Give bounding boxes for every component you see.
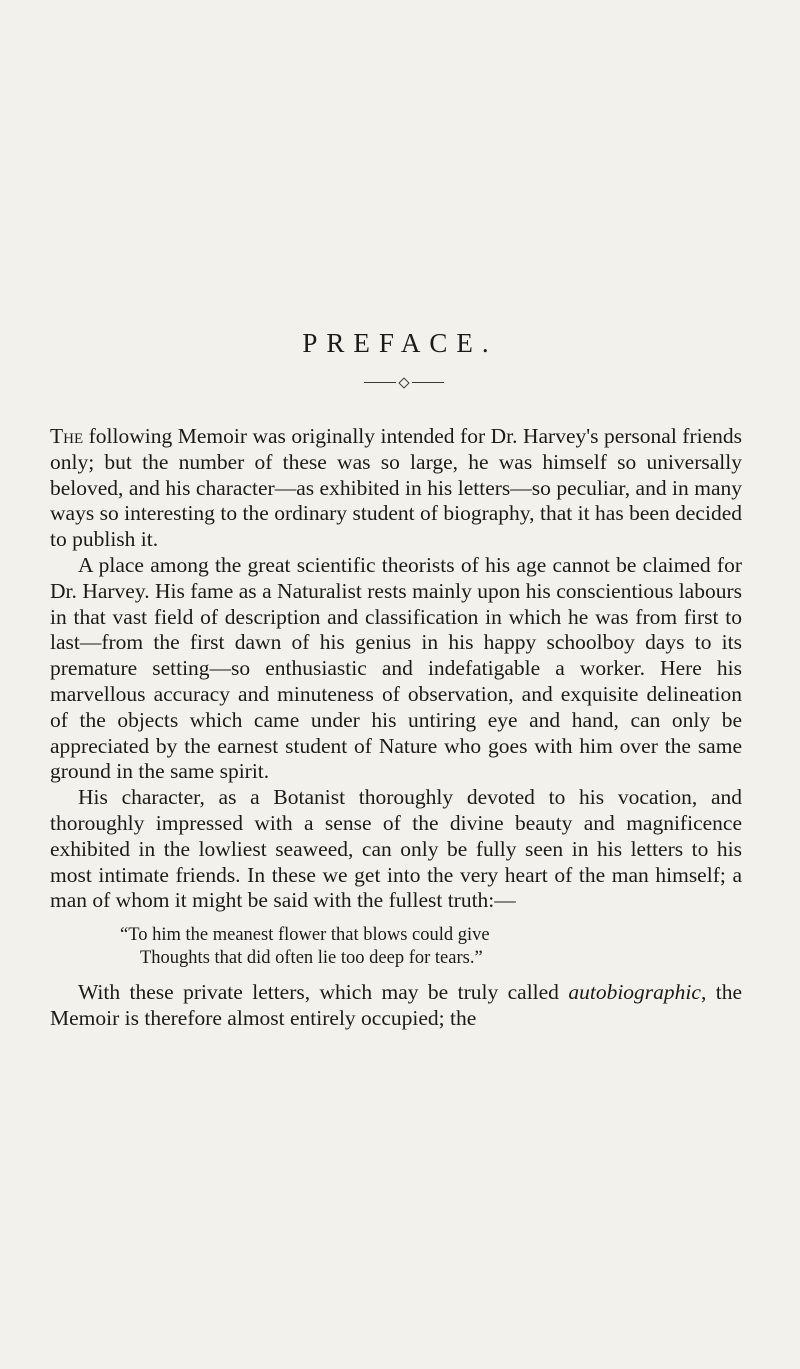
paragraph-1-lead-word: The (50, 424, 84, 448)
paragraph-2: A place among the great scientific theorists of his age cannot be claimed for Dr. Harvey. His fame as a Naturalist rests mainly upon his conscientious labours in that vast field of description and classification in which he was from first to last—from the first dawn of his genius in his happy schoolboy days to its premature setting—so enthusiastic and indefatigable a worker. Here his marvellous accuracy and minuteness of observation, and exquisite delineation of the objects which came under his untiring eye and hand, can only be appreciated by the earnest student of Nature who goes with him over the same ground in the same spirit. (50, 552, 742, 784)
ornament-diamond-icon (398, 377, 409, 388)
page-title: PREFACE. (302, 328, 498, 358)
paragraph-4-italic-word: autobiographic (568, 980, 701, 1005)
paragraph-1-text: following Memoir was originally intended for Dr. Harvey's personal friends only; but the number of these was so large, he was himself so universally beloved, and his character—as exhibited in his letters—so peculiar, and in many ways so interesting to the ordinary student of biography, that it has been decided to publish it. (50, 424, 742, 552)
paragraph-4-end: , the Memoir is therefore almost entirely occupied; the (50, 980, 742, 1030)
verse-line-2: Thoughts that did often lie too deep for tears.” (140, 948, 483, 969)
verse-line-1: “To him the meanest flower that blows could give (120, 925, 490, 946)
paragraph-4 (50, 980, 742, 1032)
ornament-rule-left (364, 382, 396, 383)
paragraph-4-start: With these private letters, which may be truly called (78, 980, 569, 1005)
paragraph-1 (50, 424, 742, 553)
verse-quote (50, 924, 742, 970)
preface-body (50, 424, 742, 1032)
paragraph-3: His character, as a Botanist thoroughly devoted to his vocation, and thoroughly impressed with a sense of the divine beauty and magnificence exhibited in the lowliest seaweed, can only be fully seen in his letters to his most intimate friends. In these we get into the very heart of the man himself; a man of whom it might be said with the fullest truth:— (50, 785, 742, 913)
ornament-rule-right (412, 382, 444, 383)
title-ornament (364, 378, 444, 388)
